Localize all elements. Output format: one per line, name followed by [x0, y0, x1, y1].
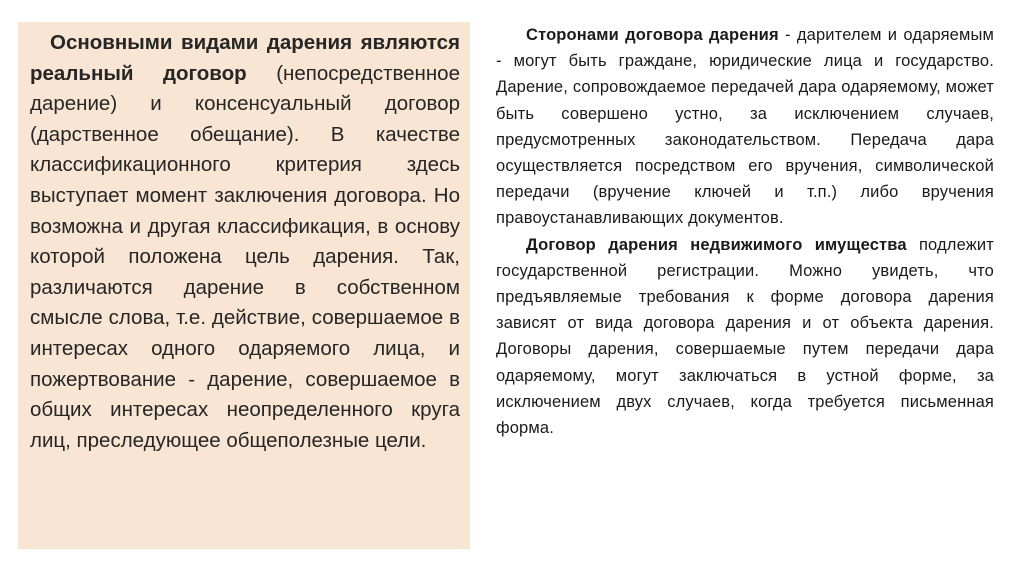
left-bold-lead: Основными видами дарения являются реальный договор — [30, 31, 460, 85]
right-paragraph-1 — [496, 22, 994, 232]
right-paragraph-2 — [496, 232, 994, 442]
right-text-column — [496, 22, 994, 441]
right-paragraph-1-bold-lead: Сторонами договора дарения — [526, 26, 779, 44]
left-text-panel — [18, 22, 470, 549]
right-paragraph-1-text: - дарителем и одаряемым - могут быть граждане, юридические лица и государство. Дарение, сопровождаемое передачей дара одаряемому, может быть совершено устно, за исключением случаев, предусмотренных законодательством. Передача дара осуществляется посредством его вручения, символической передачи (вручение ключей и т.п.) либо вручения правоустанавливающих документов. — [496, 26, 995, 228]
right-paragraph-2-text: подлежит государственной регистрации. Можно увидеть, что предъявляемые требования к форме договора дарения зависят от вида договора дарения и от объекта дарения. Договоры дарения, совершаемые путем передачи дара одаряемому, могут заключаться в устной форме, за исключением двух случаев, когда требуется письменная форма. — [496, 235, 994, 438]
left-paragraph — [30, 28, 460, 456]
right-paragraph-2-bold-lead: Договор дарения недвижимого имущества — [526, 235, 907, 254]
left-body-text: (непосредственное дарение) и консенсуальный договор (дарственное обещание). В качестве классификационного критерия здесь выступает момент заключения договора. Но возможна и другая классификация, в основу которой положена цель дарения. Так, различаются дарение в собственном смысле слова, т.е. действие, совершаемое в интересах одного одаряемого лица, и пожертвование - дарение, совершаемое в общих интересах неопределенного круга лиц, преследующее общеполезные цели. — [30, 61, 460, 452]
